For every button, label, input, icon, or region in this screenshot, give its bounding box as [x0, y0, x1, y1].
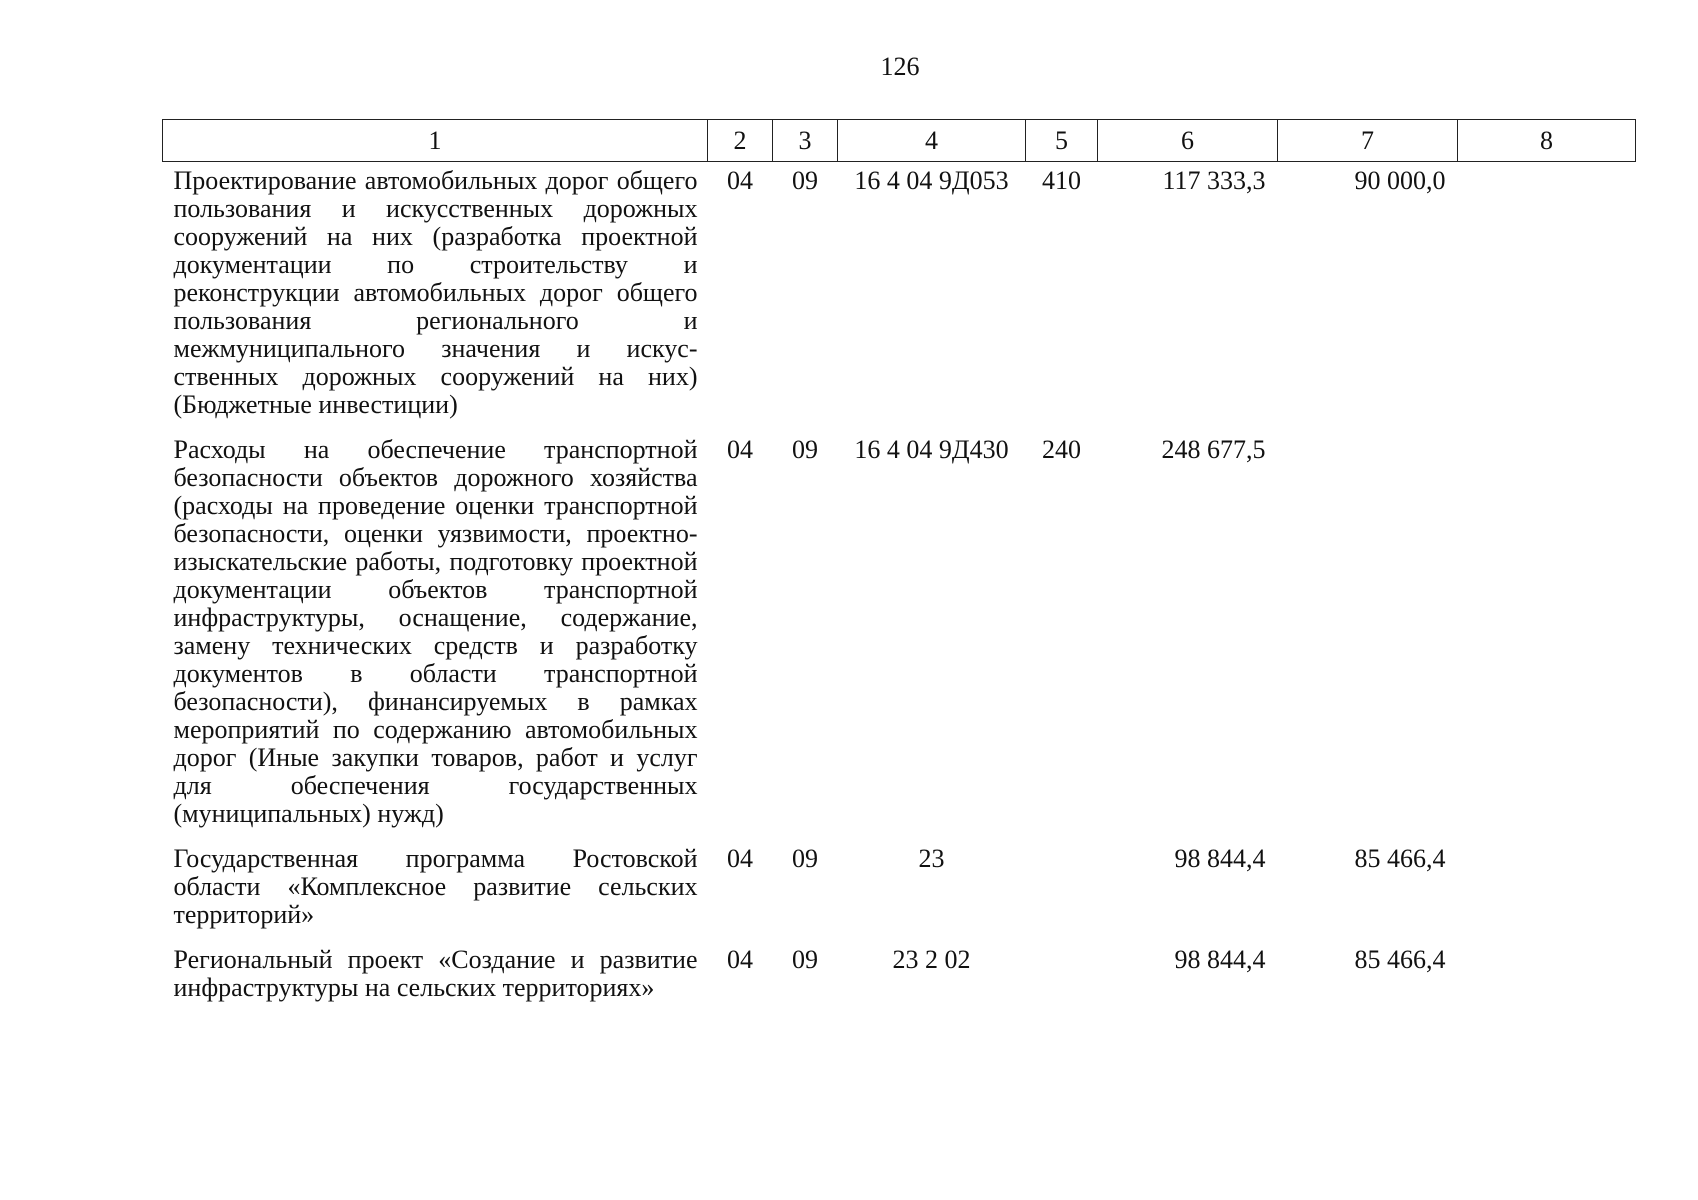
- expense-type-cell: [1026, 941, 1098, 1014]
- amount-col7-cell: 90 000,0: [1354, 166, 1446, 195]
- expense-type-cell: 410: [1042, 166, 1081, 195]
- column-header-1: 1: [163, 120, 708, 162]
- section-code-cell: 04: [727, 945, 753, 974]
- amount-col6-cell: 117 333,3: [1162, 166, 1266, 195]
- subsection-code-cell: 09: [792, 844, 818, 873]
- target-article-cell: 16 4 04 9Д430: [854, 435, 1009, 464]
- expense-type-cell: [1026, 840, 1098, 941]
- table-row: [163, 162, 1636, 432]
- subsection-code-cell: 09: [792, 166, 818, 195]
- row-name-cell: Региональный проект «Создание и развитие инфраструктуры на сельских территориях»: [173, 945, 698, 1002]
- amount-col6-cell: 248 677,5: [1161, 435, 1266, 464]
- target-article-cell: 16 4 04 9Д053: [854, 166, 1009, 195]
- table-row: [163, 840, 1636, 941]
- row-name-cell: Проектирование автомобильных дорог общего пользования и искусственных дорожных сооружений на них (разработка проектной документации по строительству и реконструкции автомобильных дорог общего пользования регионального и межмуниципального значения и искусственных дорожных сооружений на них) (Бюджетные инвестиции): [173, 166, 698, 419]
- column-header-8: 8: [1458, 120, 1636, 162]
- row-name-cell: Расходы на обеспечение транспортной безопасности объектов дорожного хозяйства (расходы на проведение оценки транспортной безопасности, оценки уязвимости, проектно-изыскательские работы, подготовку проектной документации объектов транспортной инфраструктуры, оснащение, содержание, замену технических средств и разработку документов в области транспортной безопасности), финансируемых в рамках мероприятий по содержанию автомобильных дорог (Иные закупки товаров, работ и услуг для обеспечения государственных (муниципальных) нужд): [173, 435, 698, 828]
- amount-col7-cell: 85 466,4: [1354, 945, 1446, 974]
- amount-col8-cell: [1458, 941, 1636, 1014]
- target-article-cell: 23: [918, 844, 945, 873]
- amount-col6-cell: 98 844,4: [1174, 945, 1266, 974]
- section-code-cell: 04: [727, 844, 753, 873]
- column-header-6: 6: [1098, 120, 1278, 162]
- amount-col8-cell: [1458, 840, 1636, 941]
- section-code-cell: 04: [727, 435, 753, 464]
- table-row: [163, 941, 1636, 1014]
- column-header-4: 4: [838, 120, 1026, 162]
- table-row: [163, 431, 1636, 840]
- page-number: 126: [880, 52, 920, 81]
- budget-table: [162, 119, 1636, 1014]
- amount-col8-cell: [1458, 431, 1636, 840]
- target-article-cell: 23 2 02: [892, 945, 971, 974]
- column-header-7: 7: [1278, 120, 1458, 162]
- row-name-cell: Государственная программа Ростовской области «Комплексное развитие сельских территорий»: [173, 844, 698, 929]
- column-header-3: 3: [773, 120, 838, 162]
- subsection-code-cell: 09: [792, 435, 818, 464]
- amount-col7-cell: 85 466,4: [1354, 844, 1446, 873]
- section-code-cell: 04: [727, 166, 753, 195]
- amount-col6-cell: 98 844,4: [1174, 844, 1266, 873]
- amount-col8-cell: [1458, 162, 1636, 432]
- amount-col7-cell: [1278, 431, 1458, 840]
- header-row: [163, 120, 1636, 162]
- subsection-code-cell: 09: [792, 945, 818, 974]
- column-header-2: 2: [708, 120, 773, 162]
- expense-type-cell: 240: [1042, 435, 1081, 464]
- column-header-5: 5: [1026, 120, 1098, 162]
